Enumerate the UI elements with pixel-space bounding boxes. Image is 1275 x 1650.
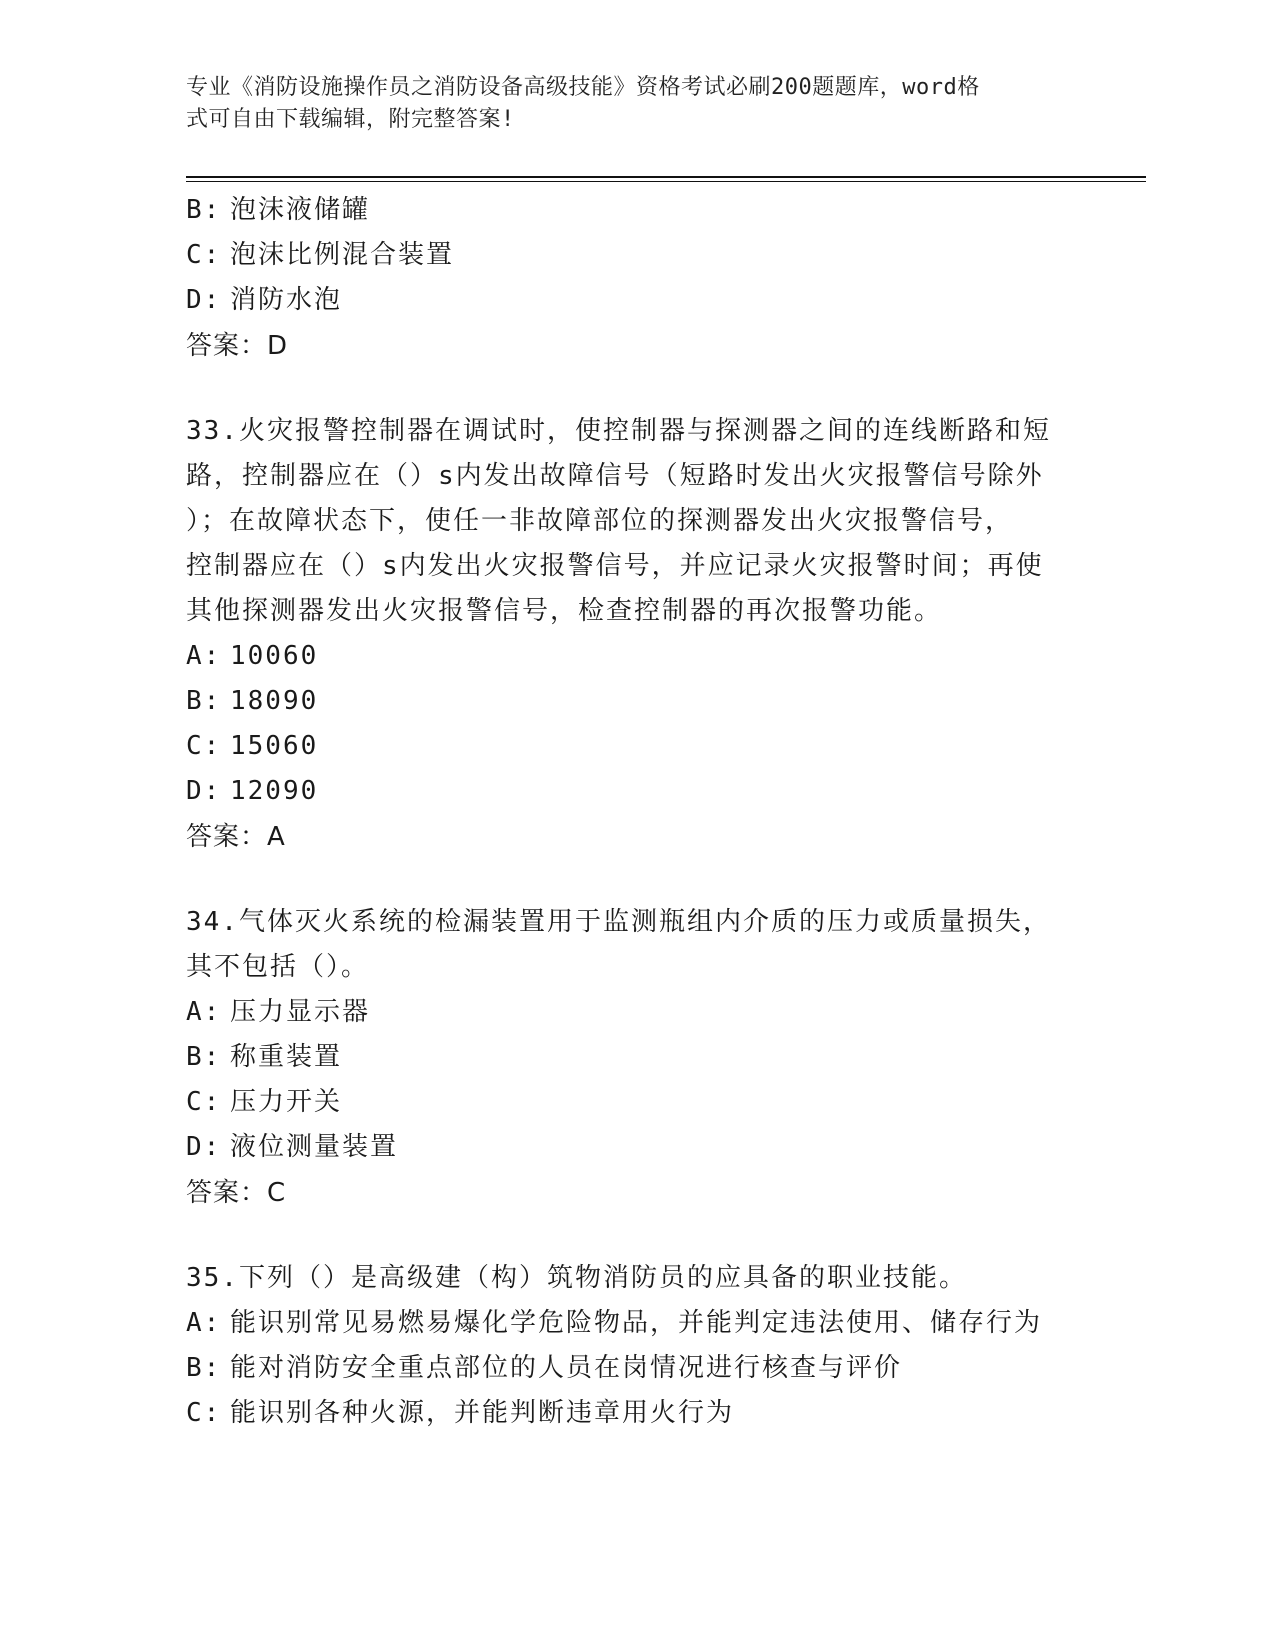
option-label: A: — [186, 997, 222, 1027]
option-d — [186, 278, 1086, 323]
option-text: 压力开关 — [230, 1087, 343, 1117]
option-text: 12090 — [230, 776, 319, 806]
question-34 — [186, 900, 1086, 1216]
option-a — [186, 634, 1086, 679]
option-c — [186, 1080, 1086, 1125]
option-label: D: — [186, 285, 222, 315]
option-text: 压力显示器 — [230, 997, 371, 1027]
question-33 — [186, 409, 1086, 860]
page-header — [186, 72, 1066, 136]
option-text: 能对消防安全重点部位的人员在岗情况进行核查与评价 — [230, 1353, 903, 1383]
question-stem-line: ）；在故障状态下，使任一非故障部位的探测器发出火灾报警信号， — [186, 506, 1014, 536]
option-label: C: — [186, 240, 222, 270]
question-stem-line: 其他探测器发出火灾报警信号，检查控制器的再次报警功能。 — [186, 596, 943, 626]
option-text: 泡沫比例混合装置 — [230, 240, 455, 270]
question-stem-line: 其不包括（）。 — [186, 952, 370, 982]
option-text: 能识别常见易燃易爆化学危险物品，并能判定违法使用、储存行为 — [230, 1308, 1043, 1338]
option-label: B: — [186, 686, 222, 716]
option-text: 15060 — [230, 731, 319, 761]
option-a — [186, 1301, 1086, 1346]
question-32-tail — [186, 188, 1086, 369]
question-35 — [186, 1256, 1086, 1436]
question-stem-line: 34.气体灭火系统的检漏装置用于监测瓶组内介质的压力或质量损失， — [186, 907, 1051, 937]
header-divider-thick — [186, 176, 1146, 178]
option-b — [186, 188, 1086, 233]
option-b — [186, 1035, 1086, 1080]
option-text: 18090 — [230, 686, 319, 716]
option-label: D: — [186, 776, 222, 806]
header-title-line-1: 专业《消防设施操作员之消防设备高级技能》资格考试必刷200题题库，word格 — [186, 75, 980, 100]
option-b — [186, 679, 1086, 724]
option-label: A: — [186, 641, 222, 671]
question-stem-line: 路，控制器应在（）s内发出故障信号（短路时发出火灾报警信号除外 — [186, 461, 1044, 491]
option-label: B: — [186, 195, 222, 225]
question-stem-line: 35.下列（）是高级建（构）筑物消防员的应具备的职业技能。 — [186, 1263, 967, 1293]
option-text: 消防水泡 — [230, 285, 343, 315]
option-label: C: — [186, 1087, 222, 1117]
option-text: 称重装置 — [230, 1042, 343, 1072]
answer-line: 答案：C — [186, 1178, 287, 1208]
header-divider-thin — [186, 181, 1146, 182]
question-list — [186, 188, 1086, 1436]
option-c — [186, 724, 1086, 769]
option-label: D: — [186, 1132, 222, 1162]
option-text: 液位测量装置 — [230, 1132, 399, 1162]
option-label: B: — [186, 1353, 222, 1383]
option-label: C: — [186, 731, 222, 761]
option-d — [186, 1125, 1086, 1170]
option-c — [186, 233, 1086, 278]
option-label: A: — [186, 1308, 222, 1338]
option-text: 能识别各种火源，并能判断违章用火行为 — [230, 1398, 735, 1428]
question-stem-line: 33.火灾报警控制器在调试时，使控制器与探测器之间的连线断路和短 — [186, 416, 1051, 446]
option-text: 泡沫液储罐 — [230, 195, 371, 225]
option-b — [186, 1346, 1086, 1391]
question-stem-line: 控制器应在（）s内发出火灾报警信号，并应记录火灾报警时间；再使 — [186, 551, 1044, 581]
option-a — [186, 990, 1086, 1035]
option-c — [186, 1391, 1086, 1436]
option-label: B: — [186, 1042, 222, 1072]
option-label: C: — [186, 1398, 222, 1428]
option-d — [186, 769, 1086, 814]
answer-line: 答案：A — [186, 822, 286, 852]
header-title-line-2: 式可自由下载编辑，附完整答案! — [186, 107, 515, 132]
option-text: 10060 — [230, 641, 319, 671]
answer-line: 答案：D — [186, 331, 289, 361]
